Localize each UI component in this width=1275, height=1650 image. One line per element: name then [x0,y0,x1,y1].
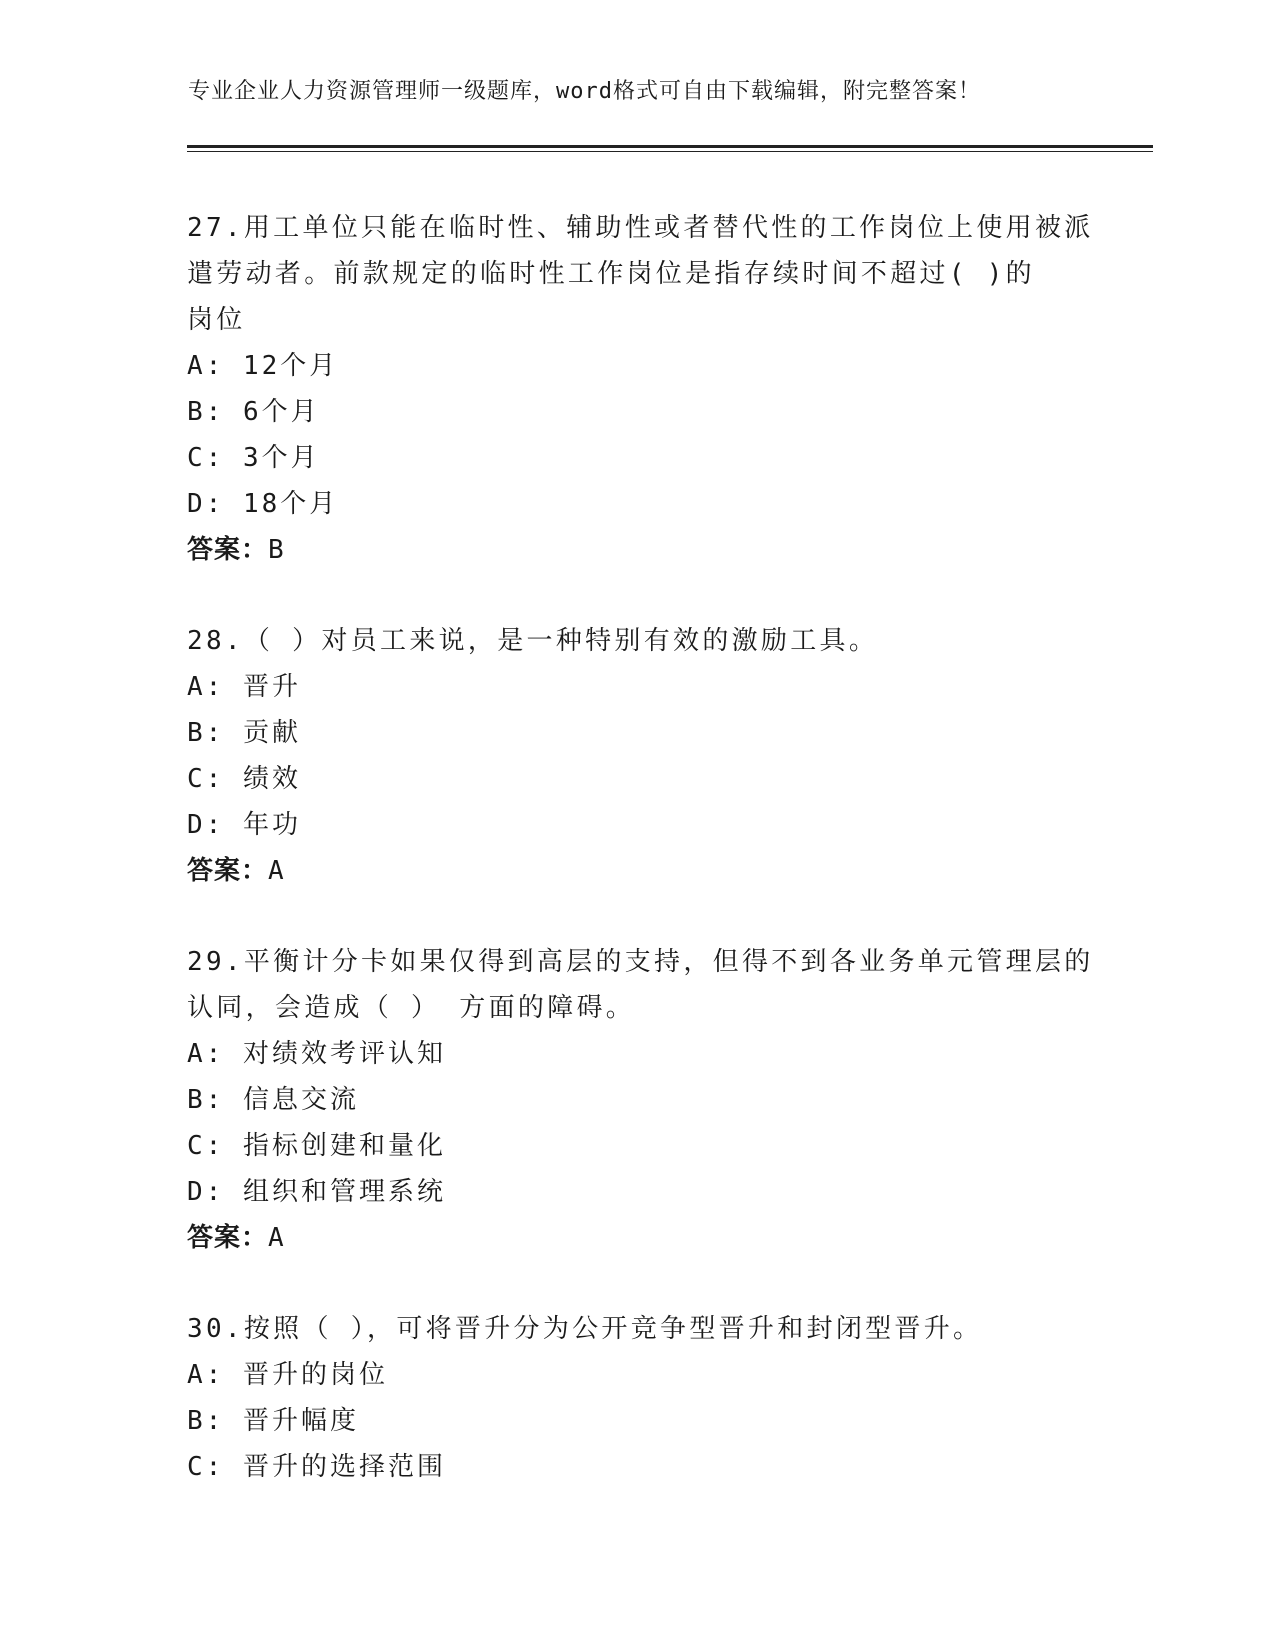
header-rule-thin [187,151,1153,152]
question-stem-line: 28.（ ）对员工来说，是一种特别有效的激励工具。 [187,626,879,656]
page-header: 专业企业人力资源管理师一级题库，word格式可自由下载编辑，附完整答案！ [188,79,981,104]
option-d: D: 18个月 [187,489,339,519]
header-rule-thick [187,145,1153,148]
option-b: B: 晋升幅度 [187,1406,359,1436]
option-d: D: 组织和管理系统 [187,1177,446,1207]
question-stem-line: 认同，会造成（ ） 方面的障碍。 [187,993,636,1023]
answer-label: 答案： [187,1223,269,1253]
question-stem-line: 27.用工单位只能在临时性、辅助性或者替代性的工作岗位上使用被派 [187,213,1094,243]
answer-value: A [268,1223,285,1253]
question-29 [187,939,1094,1261]
question-stem-line: 岗位 [187,305,246,335]
option-b: B: 信息交流 [187,1085,359,1115]
answer-label: 答案： [187,856,269,886]
question-stem-line: 遣劳动者。前款规定的临时性工作岗位是指存续时间不超过( )的 [187,259,1035,289]
option-c: C: 晋升的选择范围 [187,1452,446,1482]
question-28 [187,618,1087,894]
question-stem-line: 30.按照（ ），可将晋升分为公开竞争型晋升和封闭型晋升。 [187,1314,983,1344]
answer-label: 答案： [187,535,269,565]
answer-value: A [268,856,285,886]
option-a: A: 12个月 [187,351,339,381]
answer-line [187,527,1087,573]
option-b: B: 贡献 [187,718,301,748]
option-c: C: 3个月 [187,443,320,473]
option-a: A: 晋升 [187,672,301,702]
question-stem-line: 29.平衡计分卡如果仅得到高层的支持，但得不到各业务单元管理层的 [187,947,1094,977]
option-c: C: 绩效 [187,764,301,794]
question-list [187,205,1094,1535]
option-d: D: 年功 [187,810,301,840]
answer-line [187,1215,1087,1261]
option-c: C: 指标创建和量化 [187,1131,446,1161]
option-a: A: 对绩效考评认知 [187,1039,446,1069]
option-a: A: 晋升的岗位 [187,1360,388,1390]
answer-value: B [268,535,285,565]
answer-line [187,848,1087,894]
option-b: B: 6个月 [187,397,320,427]
question-30 [187,1306,1087,1490]
question-27 [187,205,1094,573]
